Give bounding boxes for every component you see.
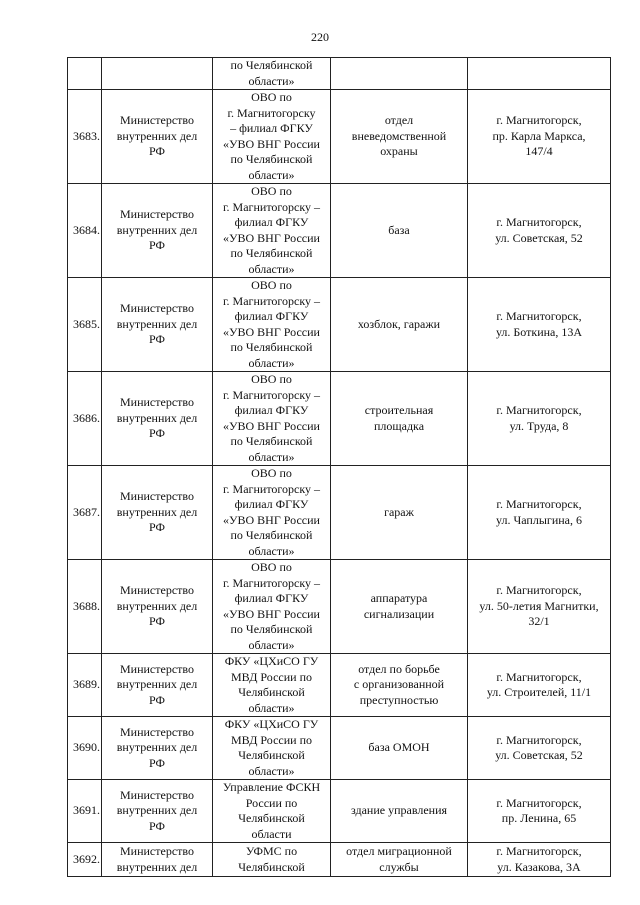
- registry-table: [67, 57, 611, 877]
- organization-cell: ОВО по г. Магнитогорску – филиал ФГКУ «УВО ВНГ России по Челябинской области»: [213, 466, 331, 560]
- row-number-cell: 3692.: [68, 843, 102, 877]
- object-cell: [331, 58, 468, 90]
- ministry-cell: Министерство внутренних дел РФ: [102, 184, 213, 278]
- organization-cell: ФКУ «ЦХиСО ГУ МВД России по Челябинской области»: [213, 717, 331, 780]
- organization-cell: Управление ФСКН России по Челябинской области: [213, 780, 331, 843]
- object-cell: гараж: [331, 466, 468, 560]
- organization-cell: ОВО по г. Магнитогорску – филиал ФГКУ «УВО ВНГ России по Челябинской области»: [213, 372, 331, 466]
- address-cell: г. Магнитогорск, ул. 50-летия Магнитки, 32/1: [468, 560, 611, 654]
- ministry-cell: Министерство внутренних дел РФ: [102, 372, 213, 466]
- address-cell: [468, 58, 611, 90]
- object-cell: аппаратура сигнализации: [331, 560, 468, 654]
- row-number-cell: 3687.: [68, 466, 102, 560]
- organization-cell: ОВО по г. Магнитогорску – филиал ФГКУ «УВО ВНГ России по Челябинской области»: [213, 560, 331, 654]
- object-cell: хозблок, гаражи: [331, 278, 468, 372]
- table-row: [68, 90, 611, 184]
- ministry-cell: Министерство внутренних дел РФ: [102, 654, 213, 717]
- address-cell: г. Магнитогорск, ул. Труда, 8: [468, 372, 611, 466]
- row-number-cell: 3684.: [68, 184, 102, 278]
- ministry-cell: Министерство внутренних дел РФ: [102, 278, 213, 372]
- object-cell: отдел вневедомственной охраны: [331, 90, 468, 184]
- address-cell: г. Магнитогорск, пр. Карла Маркса, 147/4: [468, 90, 611, 184]
- table-row: [68, 184, 611, 278]
- ministry-cell: Министерство внутренних дел РФ: [102, 90, 213, 184]
- table-row: [68, 654, 611, 717]
- row-number-cell: [68, 58, 102, 90]
- object-cell: отдел по борьбе с организованной преступностью: [331, 654, 468, 717]
- object-cell: база ОМОН: [331, 717, 468, 780]
- table-row: [68, 466, 611, 560]
- row-number-cell: 3688.: [68, 560, 102, 654]
- object-cell: здание управления: [331, 780, 468, 843]
- page-number: 220: [311, 30, 329, 44]
- table-row: [68, 780, 611, 843]
- address-cell: г. Магнитогорск, ул. Строителей, 11/1: [468, 654, 611, 717]
- row-number-cell: 3689.: [68, 654, 102, 717]
- organization-cell: ОВО по г. Магнитогорску – филиал ФГКУ «УВО ВНГ России по Челябинской области»: [213, 184, 331, 278]
- organization-cell: УФМС по Челябинской: [213, 843, 331, 877]
- object-cell: база: [331, 184, 468, 278]
- organization-cell: ОВО по г. Магнитогорску – филиал ФГКУ «УВО ВНГ России по Челябинской области»: [213, 278, 331, 372]
- row-number-cell: 3686.: [68, 372, 102, 466]
- ministry-cell: Министерство внутренних дел: [102, 843, 213, 877]
- ministry-cell: Министерство внутренних дел РФ: [102, 717, 213, 780]
- address-cell: г. Магнитогорск, ул. Чаплыгина, 6: [468, 466, 611, 560]
- object-cell: отдел миграционной службы: [331, 843, 468, 877]
- ministry-cell: Министерство внутренних дел РФ: [102, 780, 213, 843]
- address-cell: г. Магнитогорск, ул. Казакова, 3А: [468, 843, 611, 877]
- ministry-cell: Министерство внутренних дел РФ: [102, 560, 213, 654]
- table-row: [68, 560, 611, 654]
- organization-cell: ОВО по г. Магнитогорску – филиал ФГКУ «УВО ВНГ России по Челябинской области»: [213, 90, 331, 184]
- table-row: [68, 372, 611, 466]
- row-number-cell: 3691.: [68, 780, 102, 843]
- row-number-cell: 3685.: [68, 278, 102, 372]
- ministry-cell: [102, 58, 213, 90]
- organization-cell: по Челябинской области»: [213, 58, 331, 90]
- table-row: [68, 58, 611, 90]
- address-cell: г. Магнитогорск, ул. Советская, 52: [468, 184, 611, 278]
- organization-cell: ФКУ «ЦХиСО ГУ МВД России по Челябинской области»: [213, 654, 331, 717]
- object-cell: строительная площадка: [331, 372, 468, 466]
- address-cell: г. Магнитогорск, ул. Боткина, 13А: [468, 278, 611, 372]
- table-row: [68, 278, 611, 372]
- table-row: [68, 843, 611, 877]
- ministry-cell: Министерство внутренних дел РФ: [102, 466, 213, 560]
- row-number-cell: 3690.: [68, 717, 102, 780]
- row-number-cell: 3683.: [68, 90, 102, 184]
- table-row: [68, 717, 611, 780]
- address-cell: г. Магнитогорск, пр. Ленина, 65: [468, 780, 611, 843]
- address-cell: г. Магнитогорск, ул. Советская, 52: [468, 717, 611, 780]
